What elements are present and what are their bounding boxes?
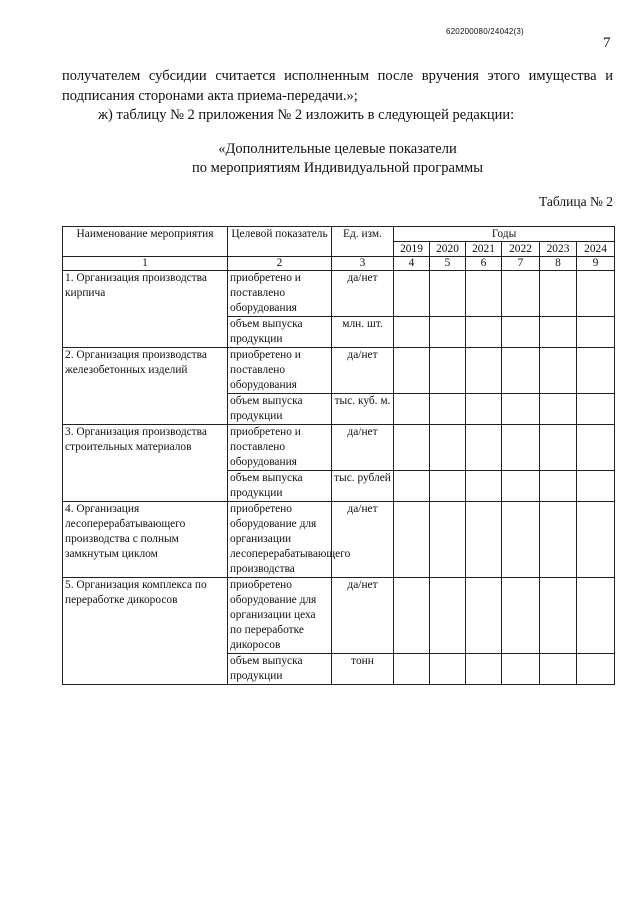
header-year: 2020: [430, 242, 466, 257]
header-years-group: Годы: [394, 227, 615, 242]
indicator-cell: приобретено оборудование для организации лесоперерабатывающего производства: [228, 502, 332, 578]
unit-cell: тыс. куб. м.: [332, 394, 394, 425]
body-text-line: получателем субсидии считается исполненным после вручения этого имущества и: [62, 68, 613, 84]
table-heading-line: по мероприятиям Индивидуальной программы: [192, 160, 483, 176]
header-year: 2024: [577, 242, 615, 257]
header-year: 2023: [540, 242, 577, 257]
table-row: [63, 502, 615, 578]
column-number: 1: [63, 257, 228, 271]
unit-cell: да/нет: [332, 348, 394, 394]
indicator-cell: объем выпуска продукции: [228, 394, 332, 425]
column-number: 9: [577, 257, 615, 271]
unit-cell: тыс. рублей: [332, 471, 394, 502]
table-heading: [62, 140, 613, 178]
header-event: Наименование мероприятия: [63, 227, 228, 257]
indicator-cell: объем выпуска продукции: [228, 654, 332, 685]
page-number: 7: [603, 35, 611, 51]
indicator-cell: приобретено и поставлено оборудования: [228, 271, 332, 317]
column-number: 3: [332, 257, 394, 271]
indicator-cell: приобретено оборудование для организации цеха по переработке дикоросов: [228, 578, 332, 654]
event-name: 4. Организация лесоперерабатывающего производства с полным замкнутым циклом: [63, 502, 228, 578]
column-number: 8: [540, 257, 577, 271]
table-row: [63, 271, 615, 317]
header-year: 2022: [502, 242, 540, 257]
column-number: 2: [228, 257, 332, 271]
indicator-cell: приобретено и поставлено оборудования: [228, 348, 332, 394]
unit-cell: тонн: [332, 654, 394, 685]
event-name: 1. Организация производства кирпича: [63, 271, 228, 348]
unit-cell: да/нет: [332, 271, 394, 317]
event-name: 3. Организация производства строительных материалов: [63, 425, 228, 502]
indicator-cell: приобретено и поставлено оборудования: [228, 425, 332, 471]
indicators-table: [62, 226, 615, 685]
table-heading-line: «Дополнительные целевые показатели: [218, 141, 457, 157]
column-number: 5: [430, 257, 466, 271]
unit-cell: да/нет: [332, 502, 394, 578]
table-row: [63, 578, 615, 654]
event-name: 5. Организация комплекса по переработке дикоросов: [63, 578, 228, 685]
indicator-cell: объем выпуска продукции: [228, 471, 332, 502]
column-number: 7: [502, 257, 540, 271]
unit-cell: да/нет: [332, 425, 394, 471]
column-number-row: [63, 257, 615, 271]
body-text-line: ж) таблицу № 2 приложения № 2 изложить в следующей редакции:: [98, 107, 515, 123]
table-row: [63, 348, 615, 394]
unit-cell: да/нет: [332, 578, 394, 654]
table-row: [63, 425, 615, 471]
body-text-line: подписания сторонами акта приема-передачи.»;: [62, 88, 358, 104]
column-number: 4: [394, 257, 430, 271]
header-unit: Ед. изм.: [332, 227, 394, 257]
header-year: 2019: [394, 242, 430, 257]
table-label: Таблица № 2: [539, 194, 613, 209]
column-number: 6: [466, 257, 502, 271]
indicator-cell: объем выпуска продукции: [228, 317, 332, 348]
unit-cell: млн. шт.: [332, 317, 394, 348]
event-name: 2. Организация производства железобетонных изделий: [63, 348, 228, 425]
header-indicator: Целевой показатель: [228, 227, 332, 257]
header-year: 2021: [466, 242, 502, 257]
document-number: 620200080/24042(3): [446, 27, 524, 36]
